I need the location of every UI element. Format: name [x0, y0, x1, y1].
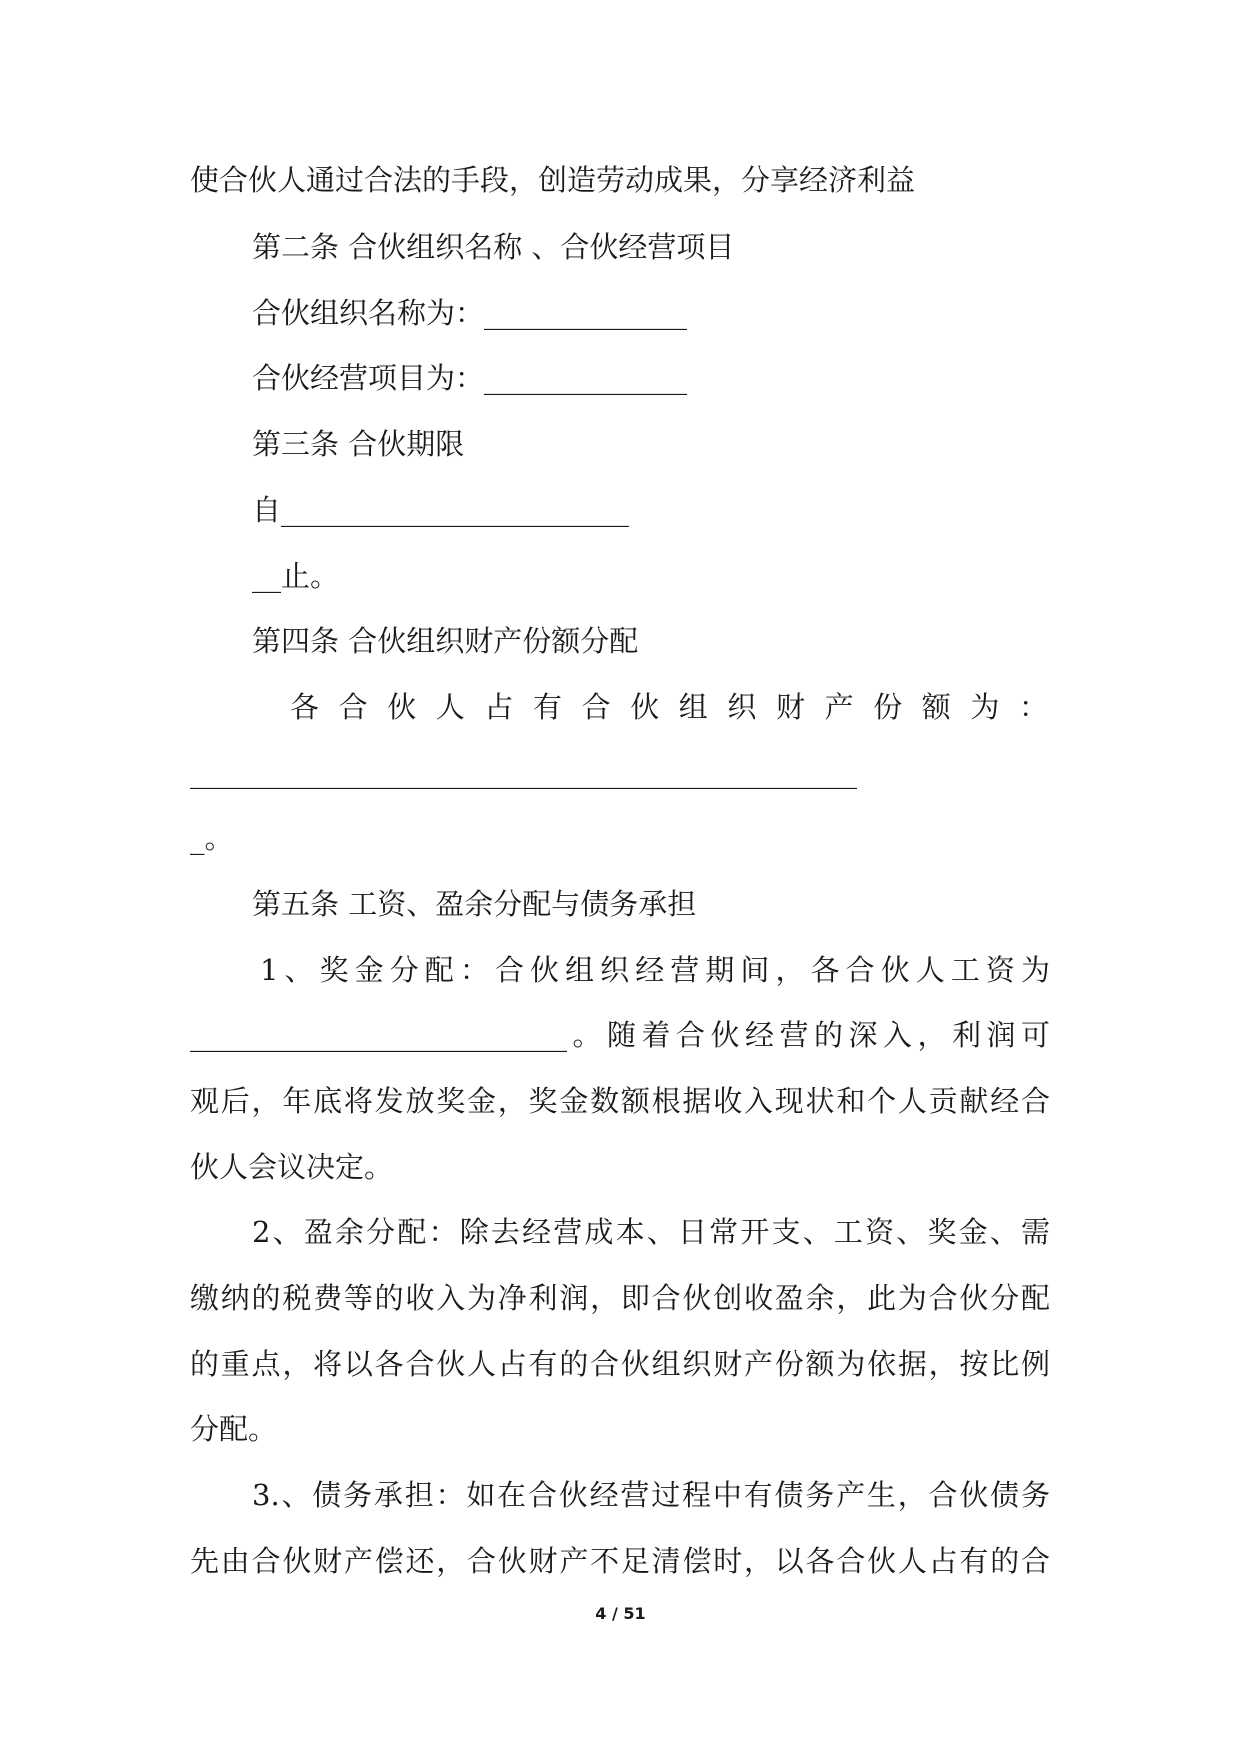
- paragraph-line: 各合伙人占有合伙组织财产份额为：: [290, 690, 1048, 724]
- paragraph-line: 使合伙人通过合法的手段，创造劳动成果，分享经济利益: [190, 163, 916, 197]
- paragraph-line: 缴纳的税费等的收入为净利润，即合伙创收盈余，此为合伙分配: [190, 1281, 1050, 1315]
- paragraph-line: ______________________________________________: [190, 755, 857, 789]
- paragraph-line: 合伙经营项目为：______________: [252, 361, 688, 395]
- paragraph-line: 先由合伙财产偿还，合伙财产不足清偿时，以各合伙人占有的合: [190, 1544, 1050, 1578]
- article-heading: 第三条 合伙期限: [252, 427, 465, 461]
- article-heading: 第二条 合伙组织名称 、合伙经营项目: [252, 230, 735, 264]
- page-number: 4 / 51: [595, 1604, 646, 1623]
- paragraph-line: 2、盈余分配：除去经营成本、日常开支、工资、奖金、需: [252, 1215, 1050, 1249]
- paragraph-line: 的重点，将以各合伙人占有的合伙组织财产份额为依据，按比例: [190, 1347, 1050, 1381]
- paragraph-line: 自________________________: [252, 493, 630, 527]
- paragraph-line: __止。: [252, 559, 340, 593]
- paragraph-line: 观后，年底将发放奖金，奖金数额根据收入现状和个人贡献经合: [190, 1084, 1050, 1118]
- paragraph-line: 3.、债务承担：如在合伙经营过程中有债务产生，合伙债务: [252, 1478, 1050, 1512]
- paragraph-line: 合伙组织名称为：______________: [252, 296, 688, 330]
- paragraph-line: __________________________。随着合伙经营的深入，利润可: [190, 1018, 1050, 1052]
- paragraph-line: _。: [190, 821, 234, 855]
- paragraph-line: 1、奖金分配：合伙组织经营期间，各合伙人工资为: [260, 953, 1050, 987]
- article-heading: 第四条 合伙组织财产份额分配: [252, 624, 639, 658]
- article-heading: 第五条 工资、盈余分配与债务承担: [252, 887, 697, 921]
- paragraph-line: 伙人会议决定。: [190, 1150, 394, 1184]
- paragraph-line: 分配。: [190, 1412, 278, 1446]
